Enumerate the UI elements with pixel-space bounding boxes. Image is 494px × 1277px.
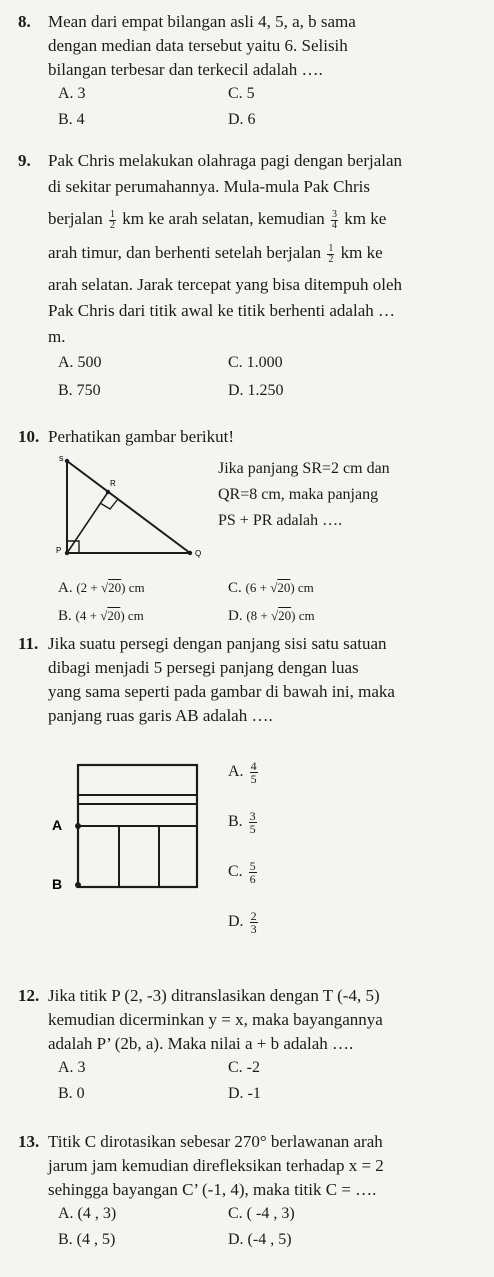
option-a[interactable]: A. 500 xyxy=(58,354,102,371)
question-8 xyxy=(18,10,480,132)
answer-options xyxy=(58,1056,480,1106)
label-r: R xyxy=(110,479,116,488)
question-10-text: Jika panjang SR=2 cm dan QR=8 cm, maka panjang PS + PR adalah …. xyxy=(218,460,390,529)
point-p xyxy=(65,551,69,555)
option-c[interactable]: C. 5 xyxy=(228,85,255,102)
answer-options xyxy=(58,350,480,404)
point-r xyxy=(106,490,110,494)
point-a xyxy=(75,823,81,829)
question-text: Jika suatu persegi dengan panjang sisi satu satuan dibagi menjadi 5 persegi panjang dengan luas yang sama seperti pada gambar di bawah ini, maka panjang ruas garis AB adalah …. xyxy=(48,634,395,725)
question-11-options xyxy=(228,760,260,960)
question-number: 11. xyxy=(18,634,39,653)
option-a[interactable]: A. (4 , 3) xyxy=(58,1205,117,1222)
option-a[interactable]: A. 3 xyxy=(58,1059,86,1076)
option-c[interactable]: C. $\frac{5}{6}$ xyxy=(228,859,256,886)
label-s: s xyxy=(59,453,64,463)
fraction: $\frac{1}{2}$ xyxy=(328,242,334,265)
option-b[interactable]: B. 4 xyxy=(58,111,85,128)
fraction: $\frac{3}{4}$ xyxy=(332,208,338,231)
question-number: 12. xyxy=(18,986,40,1005)
question-intro: Perhatikan gambar berikut! xyxy=(48,427,234,446)
label-q: Q xyxy=(195,549,202,558)
point-q xyxy=(188,551,192,555)
answer-options xyxy=(58,1202,480,1252)
question-number: 10. xyxy=(18,427,40,446)
right-triangle-figure xyxy=(42,453,202,563)
option-b[interactable]: B. (4 , 5) xyxy=(58,1231,116,1248)
question-text: Titik C dirotasikan sebesar 270° berlawanan arah jarum jam kemudian direfleksikan terhadap x = 2 sehingga bayangan C’ (-1, 4), maka titik C = …. xyxy=(48,1132,384,1199)
option-b[interactable]: B. (4 + √20) cm xyxy=(58,608,144,624)
segment-pr xyxy=(67,492,108,553)
side-sq xyxy=(67,461,190,553)
option-b[interactable]: B. $\frac{3}{5}$ xyxy=(228,809,256,836)
option-a[interactable]: A. (2 + √20) cm xyxy=(58,580,145,596)
question-10-options xyxy=(58,575,408,629)
divided-square-figure xyxy=(44,760,204,900)
option-d[interactable]: D. $\frac{2}{3}$ xyxy=(228,909,257,936)
question-9 xyxy=(18,148,480,404)
point-s xyxy=(65,459,69,463)
option-a[interactable]: A. $\frac{4}{5}$ xyxy=(228,759,257,786)
point-b xyxy=(75,882,81,888)
question-text: Mean dari empat bilangan asli 4, 5, a, b sama dengan median data tersebut yaitu 6. Selisih bilangan terbesar dan terkecil adalah …. xyxy=(48,12,356,79)
label-p: P xyxy=(56,546,62,555)
question-12 xyxy=(18,984,480,1106)
answer-options xyxy=(58,82,480,132)
option-c[interactable]: C. -2 xyxy=(228,1059,260,1076)
option-d[interactable]: D. (-4 , 5) xyxy=(228,1231,292,1248)
question-number: 13. xyxy=(18,1132,40,1151)
question-number: 8. xyxy=(18,12,31,31)
option-d[interactable]: D. 1.250 xyxy=(228,382,284,399)
question-10 xyxy=(18,425,480,449)
question-number: 9. xyxy=(18,151,31,170)
option-d[interactable]: D. 6 xyxy=(228,111,256,128)
option-a[interactable]: A. 3 xyxy=(58,85,86,102)
fraction: $\frac{1}{2}$ xyxy=(110,208,115,231)
option-c[interactable]: C. ( -4 , 3) xyxy=(228,1205,295,1222)
question-text: Jika titik P (2, -3) ditranslasikan dengan T (-4, 5) kemudian dicerminkan y = x, maka bayangannya adalah P’ (2b, a). Maka nilai a + b adalah …. xyxy=(48,986,383,1053)
option-d[interactable]: D. (8 + √20) cm xyxy=(228,608,315,624)
option-b[interactable]: B. 750 xyxy=(58,382,101,399)
option-d[interactable]: D. -1 xyxy=(228,1085,261,1102)
option-c[interactable]: C. (6 + √20) cm xyxy=(228,580,314,596)
question-13 xyxy=(18,1130,480,1252)
question-text: Pak Chris melakukan olahraga pagi dengan berjalan di sekitar perumahannya. Mula-mula Pak Chris berjalan $\frac{1}{2}$ km ke arah selatan, kemudian $\frac{3}{4}$ km ke arah timur, dan berhenti setelah berjalan $\frac{1}{2}$ km ke arah selatan. Jarak tercepat yang bisa ditempuh oleh Pak Chris dari titik awal ke titik berhenti adalah … m. xyxy=(48,151,403,346)
option-c[interactable]: C. 1.000 xyxy=(228,354,283,371)
label-b: B xyxy=(52,876,63,892)
question-11 xyxy=(18,632,480,728)
label-a: A xyxy=(52,817,63,833)
option-b[interactable]: B. 0 xyxy=(58,1085,85,1102)
